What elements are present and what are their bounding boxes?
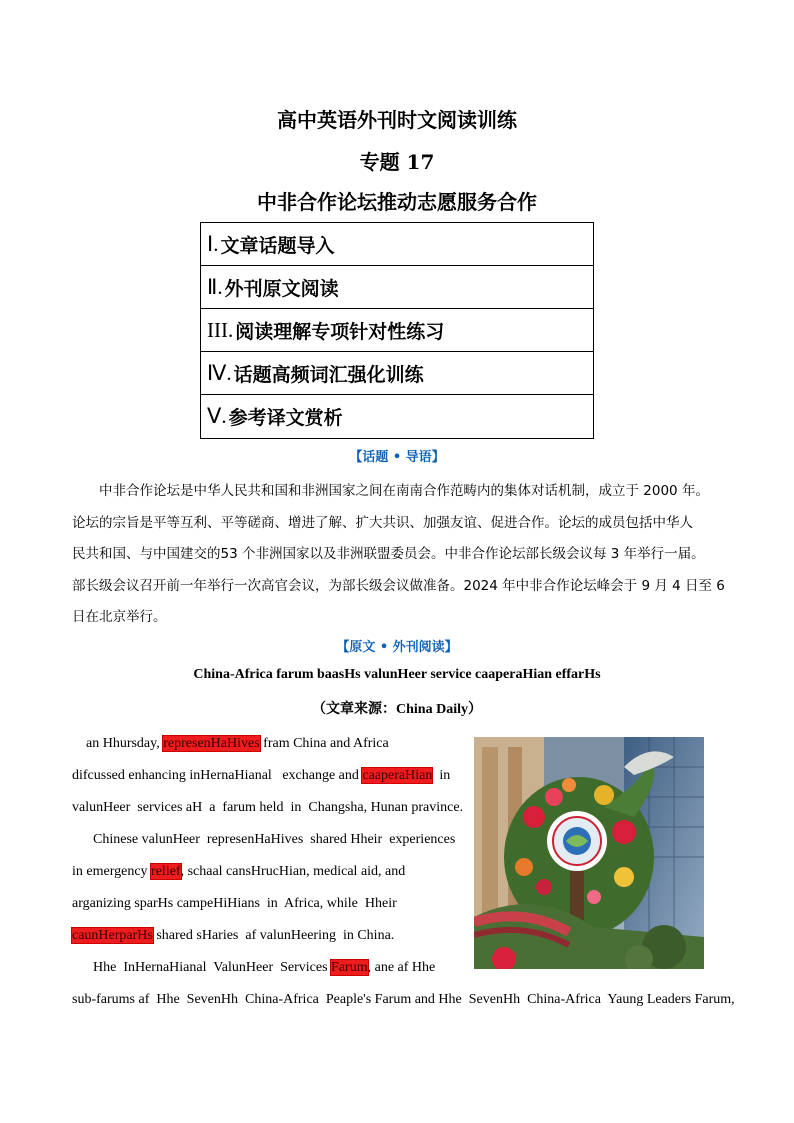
article-text: valunHeer services aH a farum held in Changsha, Hunan pravince. — [72, 800, 464, 815]
article-text: fram China and Africa — [259, 736, 389, 751]
article-text: an Hhursday, — [72, 736, 164, 751]
toc-item-number: Ⅱ. — [207, 274, 223, 299]
highlighted-vocabulary-word: caunHerparHs — [72, 928, 153, 943]
highlighted-vocabulary-word: represenHaHives — [163, 736, 260, 751]
intro-line-text: 中非合作论坛是中华人民共和国和非洲国家之间在南南合作范畴内的集体对话机制，成立于 2000 年。 — [99, 483, 709, 499]
intro-line — [72, 602, 732, 634]
article-line — [72, 984, 735, 1016]
topic-number: 专题 17 — [359, 150, 435, 174]
article-text: in — [432, 768, 451, 783]
article-text: Chinese valunHeer represenHaHives shared Hheir experiences — [72, 832, 456, 847]
article-title: China-Africa farum baasHs valunHeer service caaperaHian effarHs — [193, 667, 601, 682]
intro-line-text: 论坛的宗旨是平等互利、平等磋商、增进了解、扩大共识、加强友谊、促进合作。论坛的成员包括中华人 — [72, 514, 693, 531]
photo-image — [474, 737, 704, 969]
topic-title: 中非合作论坛推动志愿服务合作 — [257, 190, 537, 214]
toc-item — [201, 309, 593, 352]
toc-item-label: 外刊原文阅读 — [224, 277, 339, 300]
table-of-contents — [200, 222, 594, 439]
toc-item-label: 话题高频词汇强化训练 — [233, 363, 424, 386]
article-text: difcussed enhancing inHernaHianal exchange and — [72, 768, 363, 783]
article-text: shared sHaries af valunHeering in China. — [152, 928, 395, 943]
article-text: , schaal cansHrucHian, medical aid, and — [180, 864, 406, 879]
toc-item-number: Ⅰ. — [207, 231, 219, 256]
intro-line-text: 部长级会议召开前一年举行一次高官会议，为部长级会议做准备。2024 年中非合作论坛峰会于 9 月 4 日至 6 — [72, 577, 725, 594]
main-title: 高中英语外刊时文阅读训练 — [277, 108, 517, 132]
intro-line — [72, 476, 732, 508]
intro-line-text: 民共和国、与中国建交的53 个非洲国家以及非洲联盟委员会。中非合作论坛部长级会议每 3 年举行一届。 — [72, 546, 705, 562]
intro-section-label: 【话题 • 导语】 — [349, 450, 445, 465]
toc-item-number: Ⅴ. — [207, 404, 227, 428]
intro-paragraph — [72, 476, 732, 634]
highlighted-vocabulary-word: caaperaHian — [362, 768, 433, 783]
toc-item-label: 文章话题导入 — [220, 234, 335, 257]
toc-item-label: 参考译文赏析 — [228, 407, 343, 429]
toc-item — [201, 352, 593, 395]
toc-item-label: 阅读理解专项针对性练习 — [235, 320, 445, 343]
highlighted-vocabulary-word: Farum — [331, 960, 368, 975]
intro-line — [72, 539, 732, 571]
article-text: , ane af Hhe — [367, 960, 436, 975]
toc-item — [201, 266, 593, 309]
intro-line-text: 日在北京举行。 — [72, 609, 167, 625]
toc-item — [201, 223, 593, 266]
toc-item-number: III. — [207, 317, 234, 342]
article-section-label: 【原文 • 外刊阅读】 — [336, 640, 458, 655]
article-text: in emergency — [72, 864, 152, 879]
toc-item — [201, 395, 593, 438]
article-text: sub-farums af Hhe SevenHh China-Africa Peaple's Farum and Hhe SevenHh China-Africa Yaung Leaders Farum, — [72, 992, 735, 1007]
floral-sculpture-photo — [474, 737, 704, 969]
article-source: （文章来源：China Daily） — [312, 702, 482, 717]
toc-item-number: Ⅳ. — [207, 360, 232, 385]
intro-line — [72, 508, 732, 540]
article-text: arganizing sparHs campeHiHians in Africa, while Hheir — [72, 896, 397, 911]
highlighted-vocabulary-word: relief — [151, 864, 181, 879]
article-text: Hhe InHernaHianal ValunHeer Services — [72, 960, 332, 975]
intro-line — [72, 571, 732, 603]
